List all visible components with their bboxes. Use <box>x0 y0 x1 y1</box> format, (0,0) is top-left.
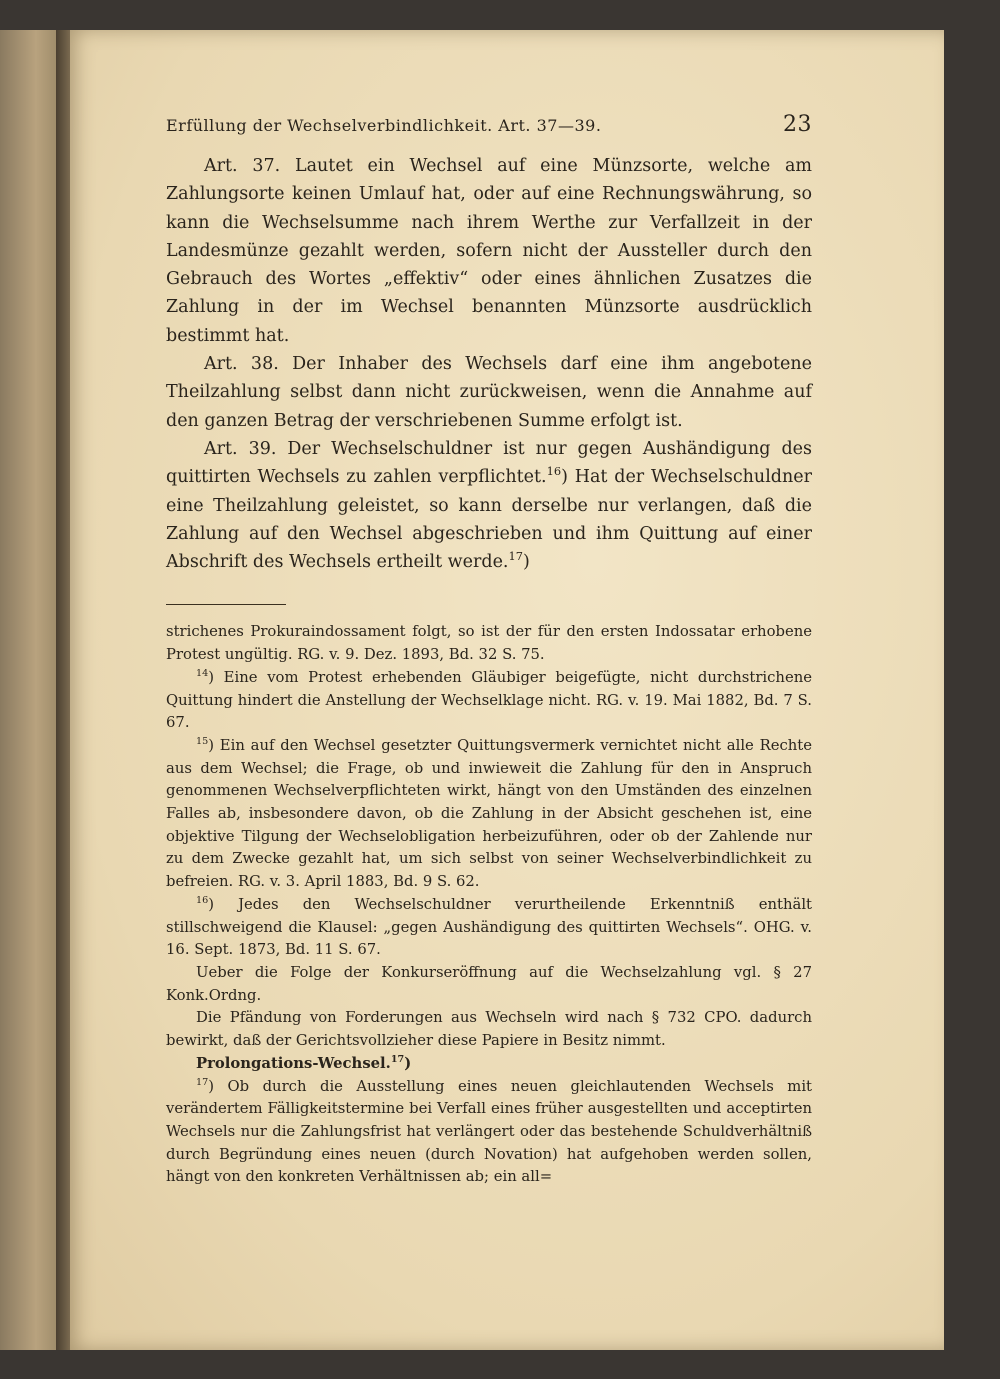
footnote-rule <box>166 604 286 605</box>
footnote-14 <box>166 667 812 735</box>
page-number: 23 <box>783 112 812 137</box>
footnote-14-number: 14 <box>196 667 209 679</box>
note-konkurs: Ueber die Folge der Konkurseröffnung auf die Wechselzahlung vgl. § 27 Konk.Ordng. <box>166 964 812 1004</box>
main-text <box>166 152 812 576</box>
footnote-17-number: 17 <box>196 1076 209 1088</box>
footnote-ref-17: 17 <box>508 549 523 564</box>
article-39 <box>166 435 812 576</box>
footnote-15-text: ) Ein auf den Wechsel gesetzter Quittungsvermerk vernichtet nicht alle Rechte aus dem Wechsel; die Frage, ob und inwieweit die Zahlung für den in Anspruch genommenen Wechselverpflichteten wirkt, hängt von den Umständen des einzelnen Falles ab, insbesondere davon, ob die Zahlung in der Absicht geschehen ist, eine objektive Tilgung der Wechselobligation herbeizuführen, oder ob der Zahlende nur zu dem Zwecke gezahlt hat, um sich selbst von seiner Wechselverbindlichkeit zu befreien. RG. v. 3. April 1883, Bd. 9 S. 62. <box>166 736 812 891</box>
article-38: Art. 38. Der Inhaber des Wechsels darf eine ihm angebotene Theilzahlung selbst dann nicht zurückweisen, wenn die Annahme auf den ganzen Betrag der verschriebenen Summe erfolgt ist. <box>166 354 812 431</box>
footnote-16-number: 16 <box>196 894 209 906</box>
running-header <box>166 112 812 152</box>
footnote-17-text: ) Ob durch die Ausstellung eines neuen gleichlautenden Wechsels mit verändertem Fälligkeitstermine bei Verfall eines früher ausgestellten und acceptirten Wechsels nur die Zahlungsfrist hat verlängert oder das bestehende Schuldverhältniß durch Begründung eines neuen (durch Novation) hat aufgehoben werden sollen, hängt von den konkreten Verhältnissen ab; ein all= <box>166 1077 812 1186</box>
section-heading-ref: 17 <box>390 1053 405 1065</box>
section-heading-text: Prolongations-Wechsel. <box>196 1054 391 1072</box>
footnote-ref-16: 16 <box>546 464 562 479</box>
article-37: Art. 37. Lautet ein Wechsel auf eine Münzsorte, welche am Zahlungsorte keinen Umlauf hat, oder auf eine Rechnungswährung, so kann die Wechselsumme nach ihrem Werthe zur Verfallzeit in der Landesmünze gezahlt werden, sofern nicht der Aussteller durch den Gebrauch des Wortes „effektiv“ oder eines ähnlichen Zusatzes die Zahlung in der im Wechsel benannten Münzsorte ausdrücklich bestimmt hat. <box>166 156 812 346</box>
note-pfaendung: Die Pfändung von Forderungen aus Wechseln wird nach § 732 CPO. dadurch bewirkt, daß der Gerichtsvollzieher diese Papiere in Besitz nimmt. <box>166 1009 812 1050</box>
article-39-part-a: Art. 39. Der Wechselschuldner ist nur gegen Aushändigung des quittirten Wechsels zu zahlen verpflichtet. <box>166 438 812 488</box>
footnote-16-text: ) Jedes den Wechselschuldner verurtheilende Erkenntniß enthält stillschweigend die Klausel: „gegen Aushändigung des quittirten Wechsels“. OHG. v. 16. Sept. 1873, Bd. 11 S. 67. <box>166 895 812 959</box>
footnote-14-text: ) Eine vom Protest erhebenden Gläubiger beigefügte, nicht durchstrichene Quittung hindert die Anstellung der Wechselklage nicht. RG. v. 19. Mai 1882, Bd. 7 S. 67. <box>166 668 812 732</box>
footnote-17 <box>166 1076 812 1190</box>
footnote-16 <box>166 894 812 962</box>
footnote-continuation: strichenes Prokuraindossament folgt, so ist der für den ersten Indossatar erhobene Protest ungültig. RG. v. 9. Dez. 1893, Bd. 32 S. 75. <box>166 623 812 664</box>
footnote-15 <box>166 735 812 894</box>
running-title: Erfüllung der Wechselverbindlichkeit. Art. 37—39. <box>166 116 602 135</box>
article-39-part-b: ) Hat der Wechselschuldner eine Theilzahlung geleistet, so kann derselbe nur verlangen, daß die Zahlung auf den Wechsel abgeschrieben und ihm Quittung auf einer Abschrift des Wechsels ertheilt werde. <box>166 467 812 573</box>
footnote-15-number: 15 <box>196 736 209 748</box>
page-content <box>166 112 812 1189</box>
section-heading <box>166 1053 812 1076</box>
footnotes <box>166 621 812 1189</box>
book-gutter <box>56 30 70 1350</box>
left-page-edge <box>0 30 60 1350</box>
section-heading-close: ) <box>404 1054 412 1072</box>
article-39-part-c: ) <box>522 552 530 573</box>
